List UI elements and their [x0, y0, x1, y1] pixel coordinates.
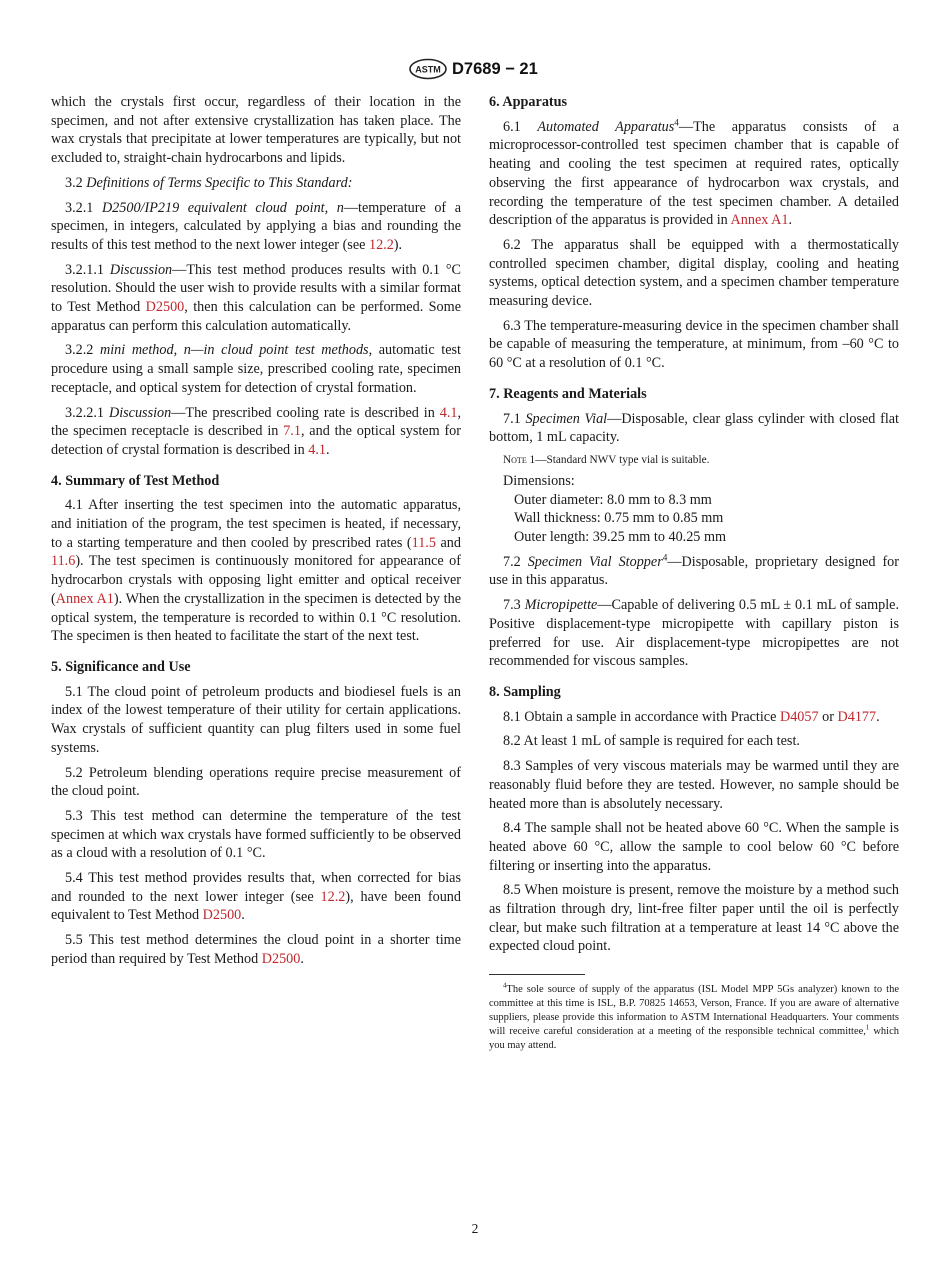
standard-link[interactable]: D2500	[145, 299, 185, 316]
footnote-marker: 4	[674, 116, 679, 127]
section-link[interactable]: 4.1	[308, 441, 327, 458]
standard-link[interactable]: D4057	[779, 708, 819, 725]
left-column	[51, 93, 461, 975]
paragraph: 5.1 The cloud point of petroleum products and biodiesel fuels is an index of the lowest temperature of their utility for certain applications. Wax crystals of sufficient quantity can plug filters used in some fuel systems.	[51, 683, 461, 756]
standard-link[interactable]: D2500	[261, 950, 301, 967]
annex-link[interactable]: Annex A1	[730, 212, 789, 229]
section-heading: 5. Significance and Use	[51, 658, 191, 675]
dimension-item: Outer length: 39.25 mm to 40.25 mm	[514, 529, 727, 546]
dimensions-label: Dimensions:	[503, 472, 575, 489]
paragraph: 7.2 Specimen Vial Stopper$^4$—Disposable, proprietary designed for use in this apparatus.	[489, 552, 899, 589]
paragraph: 8.4 The sample shall not be heated above 60 °C. When the sample is heated above 60 °C, allow the sample to cool below 60 °C before filtering or inserting into the apparatus.	[489, 820, 899, 874]
paragraph: 4.1 After inserting the test specimen into the automatic apparatus, and initiation of the program, the test specimen is heated, if necessary, to a starting temperature and then cooled by prescribed rates (11.5 and 11.6). The test specimen is continuously monitored for appearance of hydrocarbon crystals with opposing light emitter and optical receiver (Annex A1). When the crystallization in the specimen is detected by the optical system, the temperature is recorded to within 0.1 °C resolution. The specimen is then heated to facilitate the start of the next test.	[51, 497, 461, 645]
paragraph: 6.3 The temperature-measuring device in the specimen chamber shall be capable of measuring the temperature, at minimum, from –60 °C to 60 °C at a resolution of 0.1 °C.	[489, 317, 899, 372]
section-heading: 8. Sampling	[489, 683, 561, 700]
paragraph: 8.1 Obtain a sample in accordance with Practice D4057 or D4177.	[503, 708, 880, 725]
standard-link[interactable]: D2500	[202, 907, 242, 924]
paragraph: 5.4 This test method provides results that, when corrected for bias and rounded to the next lower integer (see 12.2), have been found equivalent to Test Method D2500.	[51, 870, 461, 924]
standard-link[interactable]: D4177	[837, 708, 877, 725]
section-link[interactable]: 11.5	[411, 534, 436, 551]
footnote: $^4$The sole source of supply of the apparatus (ISL Model MPP 5Gs analyzer) known to the committee at this time is ISL, B.P. 70825 14653, Verson, France. If you are aware of alternative suppliers, please provide this information to ASTM International Headquarters. Your comments will receive careful consideration at a meeting of the responsible technical committee,$^1$ which you may attend.	[489, 982, 899, 1052]
astm-logo-icon	[408, 58, 448, 80]
page-header	[0, 58, 950, 80]
paragraph: 8.5 When moisture is present, remove the moisture by a method such as filtration through dry, lint-free filter paper until the oil is perfectly clear, but make such filtration at a temperature at least 14 °C above the expected cloud point.	[489, 882, 899, 955]
paragraph: 3.2 Definitions of Terms Specific to This Standard:	[65, 174, 353, 191]
paragraph: 3.2.1 D2500/IP219 equivalent cloud point, n—temperature of a specimen, in integers, calculated by applying a bias and rounding the results of this test method to the next lower integer (see 12.2).	[51, 199, 462, 253]
section-link[interactable]: 12.2	[368, 236, 394, 253]
paragraph: 3.2.2 mini method, n—in cloud point test methods, automatic test procedure using a small sample size, prescribed cooling rate, specimen receptacle, and optical system for detection of crystal formation.	[51, 342, 461, 396]
right-column	[489, 93, 899, 1053]
paragraph: 3.2.1.1 Discussion—This test method produces results with 0.1 °C resolution. Should the user wish to provide results with a similar format to Test Method D2500, then this calculation can be performed. Some apparatus can perform this calculation automatically.	[51, 261, 461, 334]
footnote-marker: 4	[662, 552, 668, 563]
paragraph: 5.3 This test method can determine the temperature of the test specimen at which wax crystals have formed sufficiently to be observed as a cloud with a resolution of 0.1 °C.	[51, 807, 461, 862]
footnote-divider	[489, 974, 585, 975]
paragraph: 6.1 Automated Apparatus$^4$—The apparatus consists of a microprocessor-controlled test specimen chamber that is capable of heating and cooling the test specimen at required rates, optically observing the first appearance of hydrocarbon wax crystals, and recording the temperature of the test specimen chamber. A detailed description of the apparatus is provided in Annex A1.	[489, 116, 899, 229]
section-link[interactable]: 11.6	[51, 553, 76, 570]
section-link[interactable]: 12.2	[320, 888, 346, 905]
section-heading: 6. Apparatus	[489, 94, 568, 110]
paragraph: 7.3 Micropipette—Capable of delivering 0.5 mL ± 0.1 mL of sample. Positive displacement-type micropipette with capillary piston is preferred for use. Air displacement-type micropipettes are not recommended for viscous samples.	[489, 597, 900, 670]
paragraph: 5.2 Petroleum blending operations require precise measurement of the cloud point.	[51, 764, 461, 800]
section-heading: 4. Summary of Test Method	[51, 472, 220, 489]
note: Note 1—Standard NWV type vial is suitable.	[503, 453, 710, 466]
paragraph: 5.5 This test method determines the cloud point in a shorter time period than required by Test Method D2500.	[51, 932, 461, 967]
paragraph: 3.2.2.1 Discussion—The prescribed cooling rate is described in 4.1, the specimen receptacle is described in 7.1, and the optical system for detection of crystal formation is described in 4.1.	[51, 404, 461, 458]
paragraph: 6.2 The apparatus shall be equipped with a thermostatically controlled specimen chamber, digital display, cooling and heating systems, optical detection system, and a specimen chamber temperature measuring device.	[489, 236, 899, 310]
paragraph: 8.2 At least 1 mL of sample is required for each test.	[503, 733, 800, 750]
svg-text:ASTM: ASTM	[415, 64, 441, 75]
paragraph: 7.1 Specimen Vial—Disposable, clear glass cylinder with closed flat bottom, 1 mL capacity.	[489, 410, 899, 446]
paragraph: which the crystals first occur, regardless of their location in the specimen, and not after extensive crystallization has taken place. The wax crystals that precipitate at lower temperatures are typically, but not excluded to, straight-chain hydrocarbons and lipids.	[51, 94, 461, 167]
dimensions-list	[489, 472, 899, 547]
section-heading: 7. Reagents and Materials	[489, 385, 647, 402]
section-link[interactable]: 4.1	[439, 404, 458, 421]
dimension-item: Outer diameter: 8.0 mm to 8.3 mm	[514, 491, 712, 508]
section-link[interactable]: 7.1	[283, 423, 301, 440]
paragraph: 8.3 Samples of very viscous materials may be warmed until they are reasonably fluid before they are tested. However, no sample should be heated more than is absolutely necessary.	[489, 758, 899, 812]
page-number: 2	[471, 1221, 479, 1236]
annex-link[interactable]: Annex A1	[55, 590, 114, 607]
dimension-item: Wall thickness: 0.75 mm to 0.85 mm	[514, 510, 724, 527]
document-designation: D7689 − 21	[452, 60, 538, 78]
